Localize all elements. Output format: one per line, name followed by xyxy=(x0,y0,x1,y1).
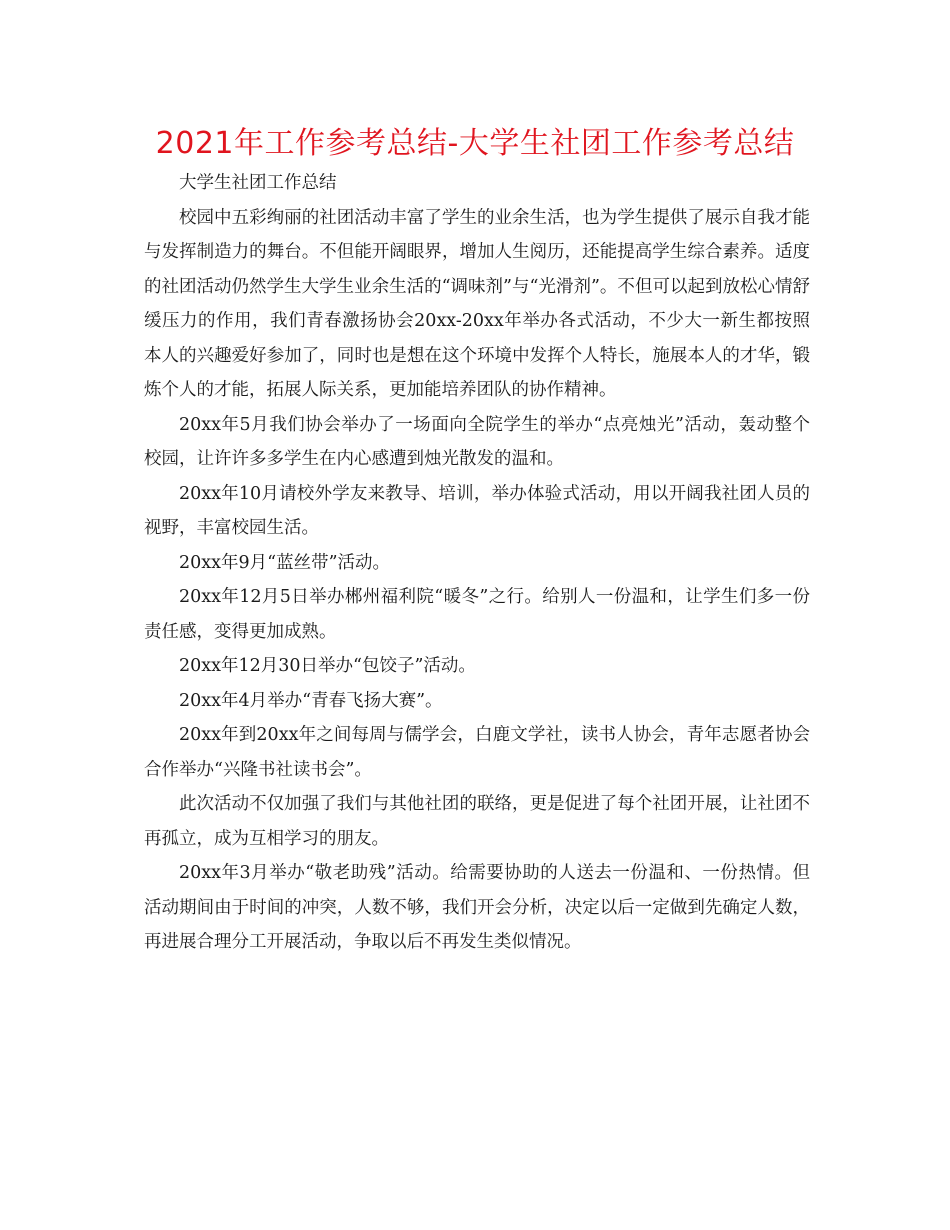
body-paragraph: 20xx年到20xx年之间每周与儒学会，白鹿文学社，读书人协会，青年志愿者协会合作举办“兴隆书社读书会”。 xyxy=(144,725,810,780)
body-paragraph: 校园中五彩绚丽的社团活动丰富了学生的业余生活，也为学生提供了展示自我才能与发挥制造力的舞台。不但能开阔眼界，增加人生阅历，还能提高学生综合素养。适度的社团活动仍然学生大学生业余生活的“调味剂”与“光滑剂”。不但可以起到放松心情舒缓压力的作用，我们青春激扬协会20xx-20xx年举办各式活动，不少大一新生都按照本人的兴趣爱好参加了，同时也是想在这个环境中发挥个人特长，施展本人的才华，锻炼个人的才能，拓展人际关系，更加能培养团队的协作精神。 xyxy=(144,207,810,400)
body-paragraph: 20xx年4月举办“青春飞扬大赛”。 xyxy=(179,690,443,711)
body-paragraph: 20xx年12月30日举办“包饺子”活动。 xyxy=(179,656,476,676)
body-paragraph: 20xx年3月举办“敬老助残”活动。给需要协助的人送去一份温和、一份热情。但活动期间由于时间的冲突，人数不够，我们开会分析，决定以后一定做到先确定人数，再进展合理分工开展活动，争取以后不再发生类似情况。 xyxy=(144,863,810,952)
body-paragraph: 20xx年9月“蓝丝带”活动。 xyxy=(179,552,391,573)
body-paragraph: 20xx年5月我们协会举办了一场面向全院学生的举办“点亮烛光”活动，轰动整个校园，让许许多多学生在内心感遭到烛光散发的温和。 xyxy=(144,414,810,469)
document-body xyxy=(144,166,810,960)
body-paragraph: 20xx年12月5日举办郴州福利院“暖冬”之行。给别人一份温和，让学生们多一份责任感，变得更加成熟。 xyxy=(144,587,810,642)
body-paragraph: 此次活动不仅加强了我们与其他社团的联络，更是促进了每个社团开展，让社团不再孤立，成为互相学习的朋友。 xyxy=(144,794,810,849)
body-paragraph: 20xx年10月请校外学友来教导、培训，举办体验式活动，用以开阔我社团人员的视野，丰富校园生活。 xyxy=(144,483,810,538)
document-title: 2021年工作参考总结-大学生社团工作参考总结 xyxy=(155,126,795,161)
subtitle-paragraph: 大学生社团工作总结 xyxy=(179,173,337,193)
